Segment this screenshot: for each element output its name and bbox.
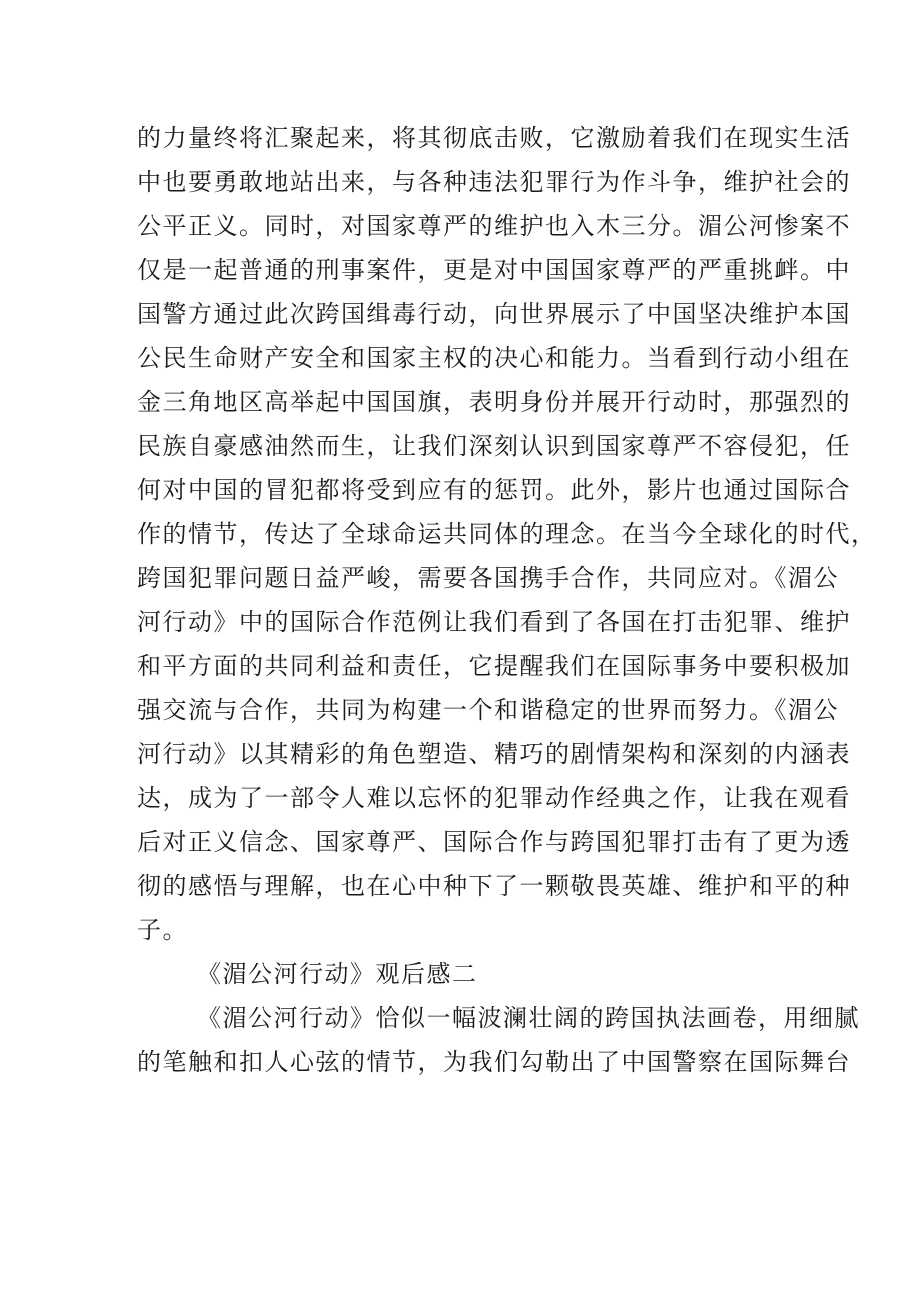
paragraph-1-line-18: 彻的感悟与理解，也在心中种下了一颗敬畏英雄、维护和平的种 [137, 872, 851, 900]
paragraph-1-line-12: 河行动》中的国际合作范例让我们看到了各国在打击犯罪、维护 [137, 608, 851, 636]
paragraph-1-line-9: 何对中国的冒犯都将受到应有的惩罚。此外，影片也通过国际合 [137, 476, 851, 504]
paragraph-1-line-10: 作的情节，传达了全球命运共同体的理念。在当今全球化的时代， [137, 520, 877, 548]
document-body [137, 116, 877, 1084]
section-heading: 《湄公河行动》观后感二 [197, 960, 478, 988]
paragraph-1-line-17: 后对正义信念、国家尊严、国际合作与跨国犯罪打击有了更为透 [137, 828, 851, 856]
paragraph-1-line-2: 中也要勇敢地站出来，与各种违法犯罪行为作斗争，维护社会的 [137, 168, 851, 196]
paragraph-2-line-2: 的笔触和扣人心弦的情节，为我们勾勒出了中国警察在国际舞台 [137, 1048, 851, 1076]
paragraph-1-line-13: 和平方面的共同利益和责任，它提醒我们在国际事务中要积极加 [137, 652, 851, 680]
paragraph-1-line-3: 公平正义。同时，对国家尊严的维护也入木三分。湄公河惨案不 [137, 212, 851, 240]
paragraph-2-line-1: 《湄公河行动》恰似一幅波澜壮阔的跨国执法画卷，用细腻 [197, 1004, 860, 1032]
paragraph-1-line-16: 达，成为了一部令人难以忘怀的犯罪动作经典之作，让我在观看 [137, 784, 851, 812]
paragraph-1-line-8: 民族自豪感油然而生，让我们深刻认识到国家尊严不容侵犯，任 [137, 432, 851, 460]
paragraph-1-line-14: 强交流与合作，共同为构建一个和谐稳定的世界而努力。《湄公 [137, 696, 839, 724]
paragraph-1-line-15: 河行动》以其精彩的角色塑造、精巧的剧情架构和深刻的内涵表 [137, 740, 851, 768]
paragraph-1-line-1: 的力量终将汇聚起来，将其彻底击败，它激励着我们在现实生活 [137, 124, 851, 152]
paragraph-1-line-11: 跨国犯罪问题日益严峻，需要各国携手合作，共同应对。《湄公 [137, 564, 839, 592]
paragraph-1-line-6: 公民生命财产安全和国家主权的决心和能力。当看到行动小组在 [137, 344, 851, 372]
paragraph-1-line-4: 仅是一起普通的刑事案件，更是对中国国家尊严的严重挑衅。中 [137, 256, 851, 284]
paragraph-1-line-19: 子。 [137, 916, 188, 944]
paragraph-1-line-7: 金三角地区高举起中国国旗，表明身份并展开行动时，那强烈的 [137, 388, 851, 416]
paragraph-1-line-5: 国警方通过此次跨国缉毒行动，向世界展示了中国坚决维护本国 [137, 300, 851, 328]
